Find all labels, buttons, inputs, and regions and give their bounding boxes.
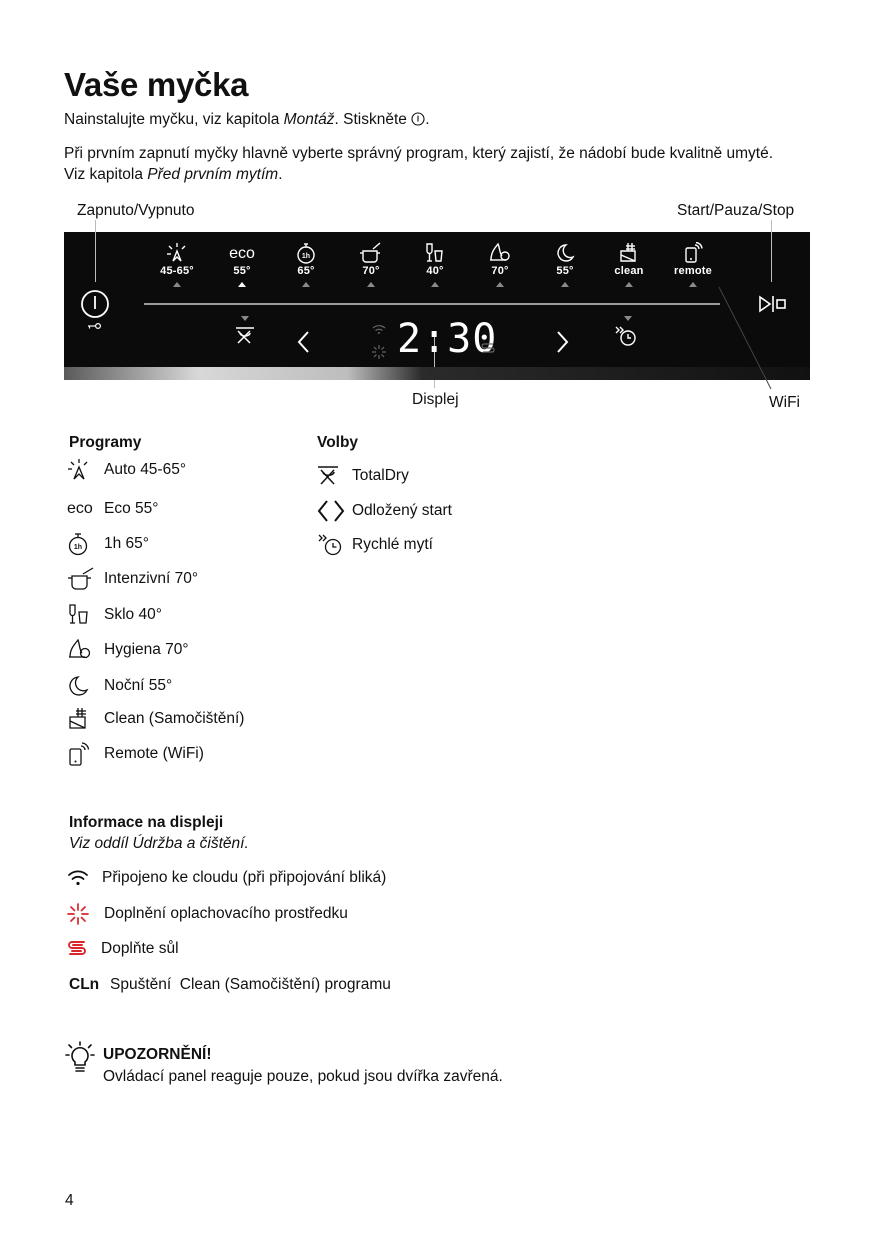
svg-text:1h: 1h: [73, 544, 83, 551]
1h-icon: [67, 532, 101, 556]
glass-icon: [67, 604, 101, 626]
program-indicator: [302, 282, 310, 287]
program-label: Eco 55°: [104, 500, 159, 517]
program-indicator: [689, 282, 697, 287]
list-item: [67, 638, 189, 662]
leader-line: [95, 220, 96, 282]
moon-icon: [67, 675, 101, 697]
program-glass-button[interactable]: [410, 242, 460, 287]
page-title: Vaše myčka: [64, 66, 249, 103]
remote-icon: [67, 742, 101, 766]
glass-icon: [424, 242, 446, 264]
list-item: [317, 533, 433, 557]
program-value: 40°: [426, 265, 444, 277]
list-item: [69, 976, 391, 994]
intro-line-1: [64, 109, 430, 132]
program-value: clean: [614, 265, 644, 277]
program-label: Hygiena 70°: [104, 641, 189, 658]
program-label: Clean (Samočištění): [104, 710, 245, 727]
program-value: 55°: [233, 265, 251, 277]
rinse-aid-icon: [67, 903, 104, 925]
clean-icon: [618, 242, 640, 264]
info-label: Doplňte sůl: [101, 940, 179, 957]
program-value: 45-65°: [160, 265, 194, 277]
chevron-left-icon: [296, 330, 310, 354]
program-label: 1h 65°: [104, 535, 149, 552]
hygiene-icon: [67, 638, 101, 662]
option-label: Odložený start: [352, 502, 452, 519]
intro-text: Viz kapitola: [64, 166, 148, 183]
salt-icon: [67, 940, 101, 958]
control-panel: [64, 232, 810, 367]
hygiene-icon: [488, 242, 512, 264]
chevron-right-icon: [556, 330, 570, 354]
leader-line: [771, 220, 772, 282]
info-label: Doplnění oplachovacího prostředku: [104, 905, 348, 922]
totaldry-icon: [317, 465, 351, 487]
quick-wash-icon: [317, 533, 351, 557]
program-night-button[interactable]: [540, 242, 590, 287]
display-info-subtitle: Viz oddíl Údržba a čištění.: [69, 835, 249, 852]
delay-start-left-button[interactable]: [296, 330, 310, 359]
list-item: [67, 458, 186, 482]
program-label: Sklo 40°: [104, 606, 162, 623]
options-heading: Volby: [317, 434, 359, 451]
intro-chapter-ref: Před prvním mytím: [147, 166, 279, 183]
salt-icon: [481, 341, 495, 359]
program-indicator: [561, 282, 569, 287]
program-intensive-button[interactable]: [346, 242, 396, 287]
page-number: 4: [65, 1192, 74, 1209]
program-value: remote: [674, 265, 712, 277]
program-indicator: [173, 282, 181, 287]
totaldry-icon: [234, 325, 256, 347]
program-indicator: [367, 282, 375, 287]
power-button[interactable]: [79, 289, 111, 336]
warning-title: UPOZORNĚNÍ!: [103, 1046, 212, 1063]
auto-icon: [165, 242, 189, 264]
moon-icon: [554, 242, 576, 264]
list-item: [67, 567, 198, 591]
list-item: [67, 532, 149, 556]
program-value: 70°: [362, 265, 380, 277]
program-value: 55°: [556, 265, 574, 277]
warning-text: Ovládací panel reaguje pouze, pokud jsou dvířka zavřená.: [103, 1068, 503, 1085]
program-hygiene-button[interactable]: [475, 242, 525, 287]
list-item: [317, 499, 452, 523]
clean-icon: [67, 707, 101, 731]
quick-wash-icon: [614, 325, 640, 347]
intro-text: .: [278, 166, 283, 183]
power-icon: [411, 111, 425, 132]
info-label: Spuštění Clean (Samočištění) programu: [110, 976, 391, 993]
program-label: Auto 45-65°: [104, 461, 187, 478]
auto-icon: [67, 458, 101, 482]
program-label: Intenzivní 70°: [104, 570, 199, 587]
callout-on-off: Zapnuto/Vypnuto: [77, 202, 195, 219]
list-item: [67, 604, 162, 626]
info-label: Připojeno ke cloudu (při připojování bliká): [102, 869, 387, 886]
leader-line: [715, 285, 775, 395]
programs-heading: Programy: [69, 434, 142, 451]
program-1h-button[interactable]: [281, 242, 331, 287]
time-display: 2:30: [397, 316, 498, 362]
panel-divider: [144, 303, 720, 305]
program-indicator: [496, 282, 504, 287]
intro-text: .: [425, 111, 430, 128]
program-value: 65°: [297, 265, 315, 277]
list-item: [67, 903, 348, 925]
intro-text: Nainstalujte myčku, viz kapitola: [64, 111, 284, 128]
delay-start-icon: [317, 499, 351, 523]
program-eco-button[interactable]: [217, 242, 267, 287]
program-indicator: [431, 282, 439, 287]
program-remote-button[interactable]: [668, 242, 718, 287]
program-label: Noční 55°: [104, 677, 173, 694]
option-indicator: [624, 316, 632, 321]
program-indicator: [625, 282, 633, 287]
list-item: [67, 940, 179, 958]
delay-start-right-button[interactable]: [556, 330, 570, 359]
totaldry-button[interactable]: [234, 316, 256, 352]
callout-display: Displej: [412, 391, 459, 408]
1h-icon: [295, 242, 317, 264]
remote-icon: [682, 242, 704, 264]
callout-start: Start/Pauza/Stop: [677, 202, 795, 219]
program-clean-button[interactable]: [604, 242, 654, 287]
display-status-icons: [371, 322, 387, 360]
option-label: TotalDry: [352, 467, 409, 484]
list-item: [67, 500, 158, 518]
option-indicator: [241, 316, 249, 321]
program-indicator: [238, 282, 246, 287]
list-item: [67, 869, 386, 887]
svg-text:1h: 1h: [301, 253, 311, 260]
lightbulb-icon: [64, 1041, 96, 1080]
option-label: Rychlé mytí: [352, 536, 433, 553]
program-auto-button[interactable]: [152, 242, 202, 287]
intro-line-3: [64, 164, 283, 185]
intro-line-2: Při prvním zapnutí myčky hlavně vyberte správný program, který zajistí, že nádobí bude kvalitně umyté.: [64, 145, 774, 162]
quick-wash-button[interactable]: [614, 316, 640, 352]
program-label: Remote (WiFi): [104, 745, 204, 762]
cln-code: CLn: [69, 976, 100, 993]
pot-icon: [67, 567, 101, 591]
pot-icon: [359, 242, 383, 264]
wifi-icon: [371, 323, 387, 335]
panel-strip: [64, 367, 810, 380]
eco-icon: eco: [229, 245, 255, 262]
callout-wifi: WiFi: [769, 394, 800, 411]
program-value: 70°: [491, 265, 509, 277]
intro-chapter-ref: Montáž: [283, 111, 335, 128]
list-item: [67, 707, 244, 731]
rinse-aid-icon: [371, 344, 387, 360]
display-info-heading: Informace na displeji: [69, 814, 224, 831]
eco-icon: eco: [67, 500, 93, 517]
wifi-icon: [67, 869, 102, 887]
list-item: [67, 675, 172, 697]
list-item: [67, 742, 204, 766]
list-item: [317, 465, 409, 487]
intro-text: . Stiskněte: [334, 111, 412, 128]
